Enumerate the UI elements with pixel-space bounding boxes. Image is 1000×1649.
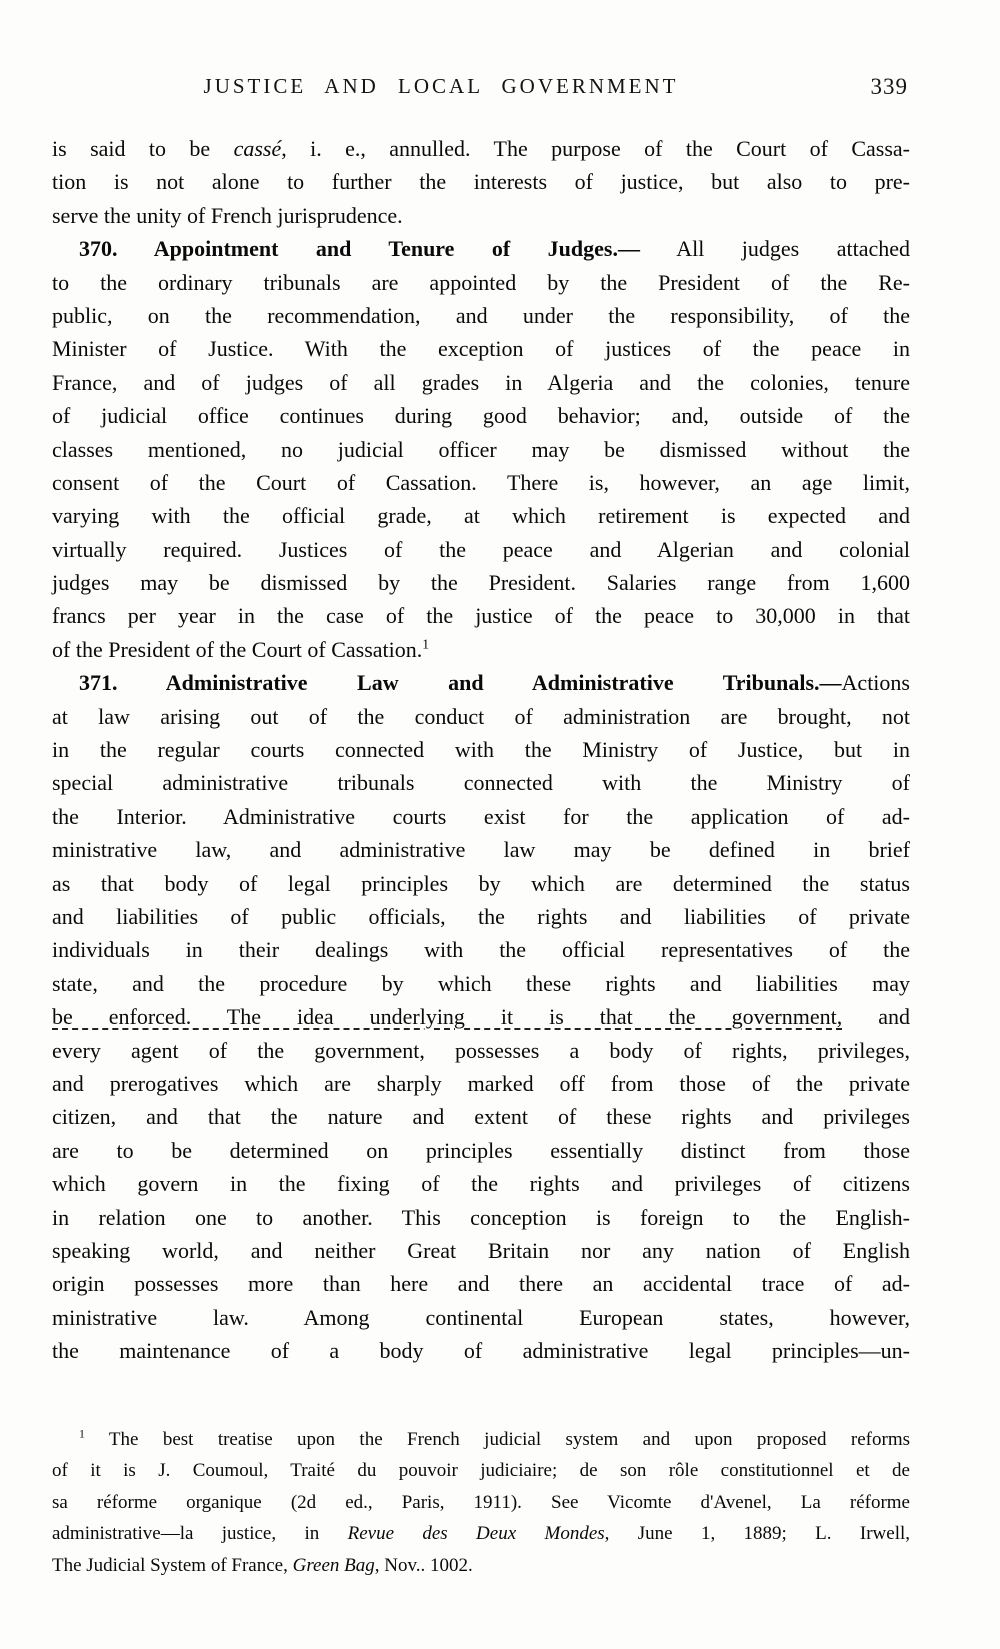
text-line: as that body of legal principles by which are determined the status xyxy=(52,870,910,896)
text-line: judges may be dismissed by the President. Salaries range from 1,600 xyxy=(52,570,910,596)
text-line: every agent of the government, possesses a body of rights, privileges, xyxy=(52,1037,910,1063)
text-line: 370. Appointment and Tenure of Judges.— All judges attached xyxy=(79,236,910,262)
body-text xyxy=(52,132,910,1367)
text-line: individuals in their dealings with the official representatives of the xyxy=(52,937,910,963)
text-line: are to be determined on principles essentially distinct from those xyxy=(52,1137,910,1163)
text-line: public, on the recommendation, and under the responsibility, of the xyxy=(52,302,910,328)
text-line: is said to be cassé, i. e., annulled. The purpose of the Court of Cassa- xyxy=(52,136,910,161)
text-line: speaking world, and neither Great Britain nor any nation of English xyxy=(52,1237,910,1263)
page-number: 339 xyxy=(870,74,908,99)
running-header xyxy=(52,74,910,104)
text-line: and liabilities of public officials, the rights and liabilities of private xyxy=(52,903,910,929)
text-line: citizen, and that the nature and extent of these rights and privileges xyxy=(52,1104,910,1130)
text-line: the maintenance of a body of administrative legal principles—un- xyxy=(52,1338,910,1364)
text-line: $^1$ The best treatise upon the French judicial system and upon proposed reforms xyxy=(79,1427,910,1450)
text-line: and prerogatives which are sharply marked off from those of the private xyxy=(52,1070,910,1096)
page-header-title: JUSTICE AND LOCAL GOVERNMENT xyxy=(203,74,679,98)
text-line: at law arising out of the conduct of administration are brought, not xyxy=(52,703,910,729)
text-line: virtually required. Justices of the peace and Algerian and colonial xyxy=(52,536,910,562)
text-line: of judicial office continues during good behavior; and, outside of the xyxy=(52,403,910,429)
text-line: ministrative law. Among continental European states, however, xyxy=(52,1304,910,1330)
text-line: France, and of judges of all grades in Algeria and the colonies, tenure xyxy=(52,369,910,395)
text-line: of the President of the Court of Cassation.$^1$ xyxy=(52,636,430,662)
footnote xyxy=(52,1424,910,1581)
text-line: sa réforme organique (2d ed., Paris, 1911). See Vicomte d'Avenel, La réforme xyxy=(52,1491,910,1513)
text-line: state, and the procedure by which these rights and liabilities may xyxy=(52,970,910,996)
text-line: 371. Administrative Law and Administrative Tribunals.—Actions xyxy=(79,670,910,696)
text-line: of it is J. Coumoul, Traité du pouvoir judiciaire; de son rôle constitutionnel et de xyxy=(52,1460,910,1482)
text-line: be enforced. The idea underlying it is that the government, and xyxy=(52,1004,910,1030)
text-line: consent of the Court of Cassation. There is, however, an age limit, xyxy=(52,469,910,495)
text-line: francs per year in the case of the justice of the peace to 30,000 in that xyxy=(52,603,910,629)
text-line: which govern in the fixing of the rights and privileges of citizens xyxy=(52,1171,910,1197)
text-line: Minister of Justice. With the exception of justices of the peace in xyxy=(52,336,910,362)
text-line: to the ordinary tribunals are appointed by the President of the Re- xyxy=(52,269,910,295)
text-line: varying with the official grade, at which retirement is expected and xyxy=(52,503,910,529)
text-line: serve the unity of French jurisprudence. xyxy=(52,202,403,228)
text-line: ministrative law, and administrative law may be defined in brief xyxy=(52,837,910,863)
text-line: special administrative tribunals connected with the Ministry of xyxy=(52,770,910,796)
text-line: in relation one to another. This conception is foreign to the English- xyxy=(52,1204,910,1230)
text-line: The Judicial System of France, Green Bag, Nov.. 1002. xyxy=(52,1554,473,1576)
text-line: origin possesses more than here and there an accidental trace of ad- xyxy=(52,1271,910,1297)
text-line: the Interior. Administrative courts exist for the application of ad- xyxy=(52,803,910,829)
text-line: tion is not alone to further the interests of justice, but also to pre- xyxy=(52,169,910,195)
text-line: administrative—la justice, in Revue des Deux Mondes, June 1, 1889; L. Irwell, xyxy=(52,1523,911,1545)
text-line: in the regular courts connected with the Ministry of Justice, but in xyxy=(52,737,910,763)
text-line: classes mentioned, no judicial officer may be dismissed without the xyxy=(52,436,910,462)
